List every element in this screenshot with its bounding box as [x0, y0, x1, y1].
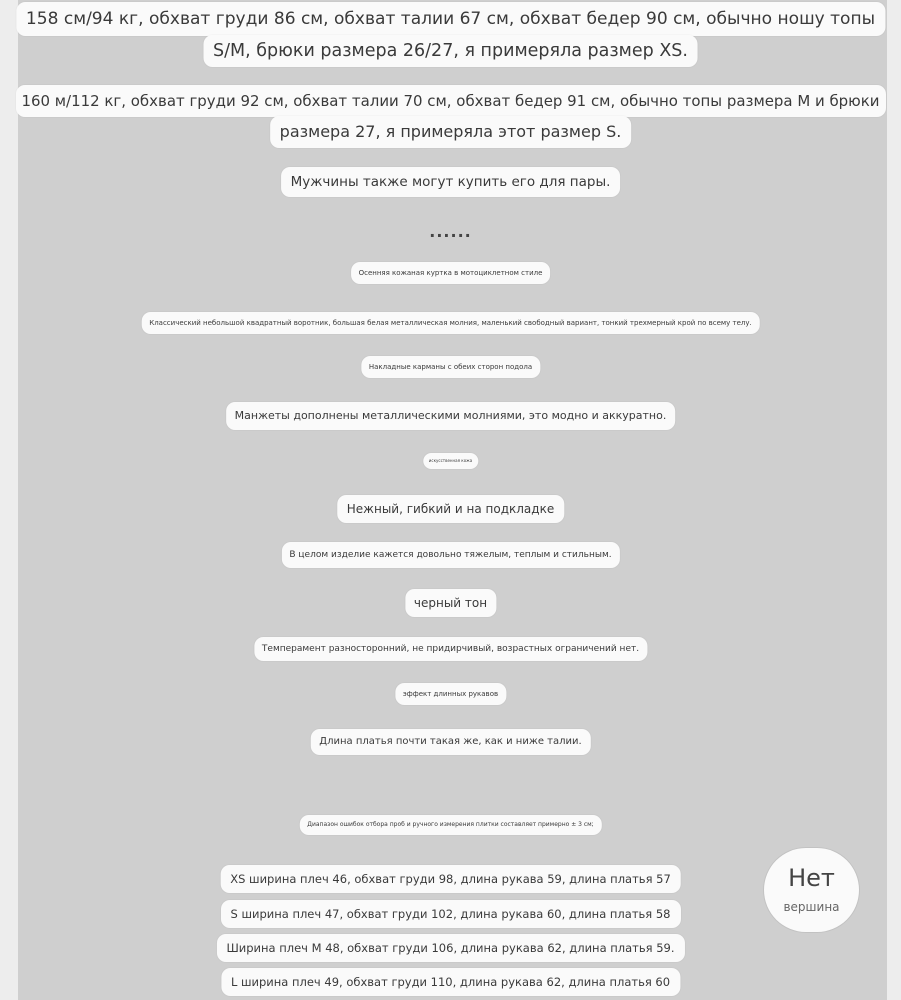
ellipsis-separator: ...... — [429, 222, 472, 241]
desc-pockets: Накладные карманы с обеих сторон подола — [361, 356, 540, 378]
left-frame-strip — [0, 0, 18, 1000]
size-row-l: L ширина плеч 49, обхват груди 110, длина рукава 62, длина платья 60 — [221, 968, 680, 996]
desc-length: Длина платья почти такая же, как и ниже талии. — [310, 729, 590, 755]
desc-measurement-note: Диапазон ошибок отбора проб и ручного измерения плитки составляет примерно ± 3 см; — [299, 815, 601, 835]
review-line-3: Мужчины также могут купить его для пары. — [281, 167, 621, 197]
desc-overall: В целом изделие кажется довольно тяжелым, теплым и стильным. — [281, 542, 619, 568]
desc-color: черный тон — [405, 589, 496, 617]
desc-title: Осенняя кожаная куртка в мотоциклетном стиле — [351, 262, 551, 284]
desc-temperament: Темперамент разносторонний, не придирчивый, возрастных ограничений нет. — [254, 637, 647, 661]
back-to-top-sublabel: вершина — [783, 900, 840, 914]
desc-sleeve-effect: эффект длинных рукавов — [395, 683, 506, 705]
review-line-1b: S/M, брюки размера 26/27, я примеряла размер XS. — [203, 35, 698, 67]
right-frame-strip — [887, 0, 901, 1000]
desc-cuffs: Манжеты дополнены металлическими молниями, это модно и аккуратно. — [226, 402, 676, 430]
back-to-top-label: Нет — [788, 864, 835, 892]
desc-collar: Классический небольшой квадратный воротник, большая белая металлическая молния, маленький свободный вариант, тонкий трехмерный крой по всему телу. — [141, 312, 760, 334]
review-line-2a: 160 м/112 кг, обхват груди 92 см, обхват талии 70 см, обхват бедер 91 см, обычно топы размера M и брюки — [15, 85, 885, 117]
size-row-xs: XS ширина плеч 46, обхват груди 98, длина рукава 59, длина платья 57 — [220, 865, 681, 893]
size-row-s: S ширина плеч 47, обхват груди 102, длина рукава 60, длина платья 58 — [220, 900, 680, 928]
size-row-m: Ширина плеч M 48, обхват груди 106, длина рукава 62, длина платья 59. — [216, 934, 684, 962]
review-line-2b: размера 27, я примеряла этот размер S. — [270, 116, 632, 148]
review-line-1a: 158 см/94 кг, обхват груди 86 см, обхват талии 67 см, обхват бедер 90 см, обычно ношу топы — [16, 2, 885, 36]
desc-soft: Нежный, гибкий и на подкладке — [337, 495, 564, 523]
back-to-top-button[interactable] — [764, 848, 859, 932]
desc-material: искусственная кожа — [423, 453, 478, 469]
